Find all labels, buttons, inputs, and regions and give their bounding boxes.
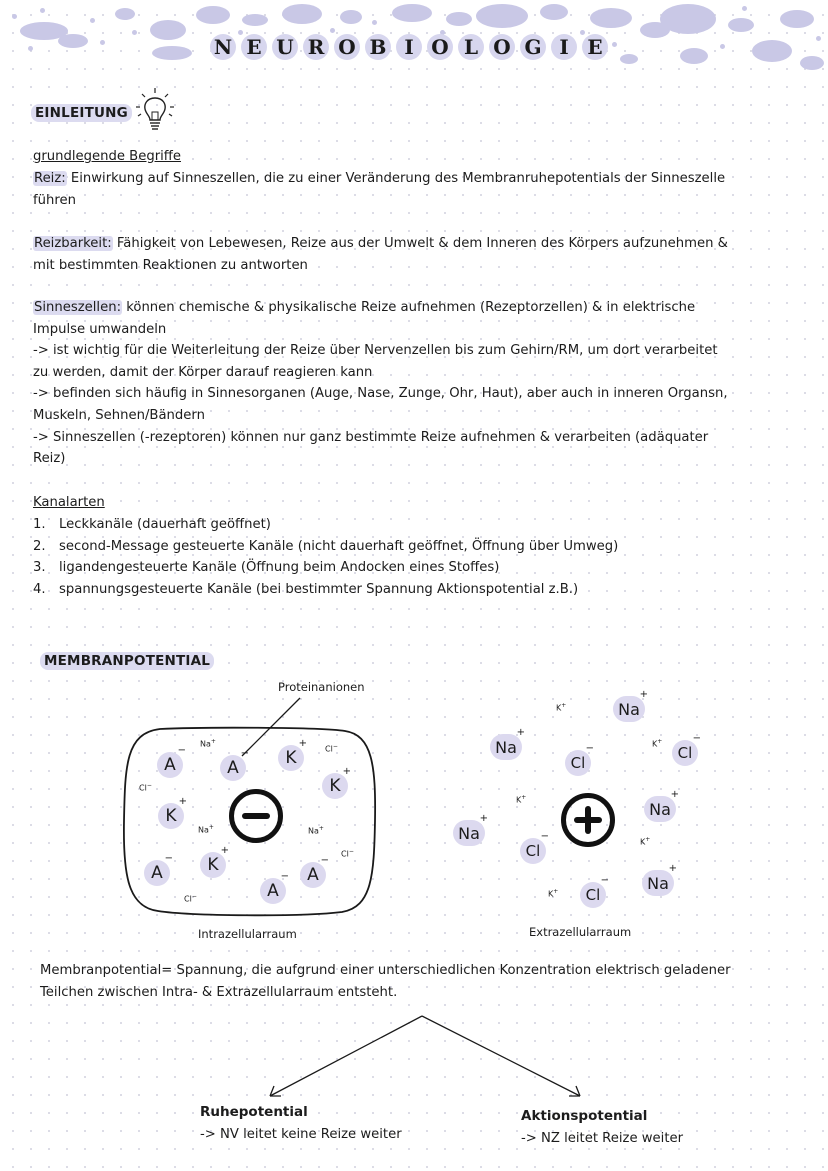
- ion-chloride: Cl −: [565, 750, 591, 776]
- small-sodium: Na+: [308, 825, 324, 836]
- list-number: 1.: [33, 517, 46, 532]
- ion-potassium: K +: [322, 773, 348, 799]
- reizbarkeit-text: Fähigkeit von Lebewesen, Reize aus der Umwelt & dem Inneren des Körpers aufzunehmen &: [112, 236, 728, 251]
- plus-sign-icon: [561, 793, 615, 847]
- sinneszellen-line: Muskeln, Sehnen/Bändern: [33, 407, 205, 423]
- sinneszellen-line: Reiz): [33, 451, 66, 467]
- page-title: [210, 34, 609, 60]
- list-text: ligandengesteuerte Kanäle (Öffnung beim Andocken eines Stoffes): [59, 560, 500, 576]
- reizbarkeit-term: Reizbarkeit:: [34, 236, 112, 251]
- list-text: second-Message gesteuerte Kanäle (nicht dauerhaft geöffnet, Öffnung über Umweg): [59, 538, 619, 554]
- title-letter: I: [396, 34, 422, 60]
- ion-potassium: K +: [200, 852, 226, 878]
- sinneszellen-definition: [33, 297, 823, 470]
- ion-sodium: Na +: [613, 696, 645, 722]
- intracellular-label: Intrazellularraum: [198, 927, 297, 941]
- small-potassium: K+: [516, 794, 527, 805]
- small-potassium: K+: [556, 702, 567, 713]
- small-potassium: K+: [548, 888, 559, 899]
- channels-heading: Kanalarten: [33, 495, 105, 510]
- sinneszellen-term: Sinneszellen:: [34, 300, 122, 315]
- ion-chloride: Cl −: [672, 740, 698, 766]
- ion-sodium: Na +: [642, 870, 674, 896]
- protein-label: Proteinanionen: [278, 680, 365, 694]
- list-number: 4.: [33, 581, 46, 597]
- ion-potassium: K +: [158, 803, 184, 829]
- title-letter: B: [365, 34, 391, 60]
- small-chloride: Cl−: [325, 743, 338, 754]
- channels-list: [33, 514, 823, 600]
- intro-heading: EINLEITUNG: [31, 104, 132, 122]
- title-letter: E: [241, 34, 267, 60]
- list-text: Leckkanäle (dauerhaft geöffnet): [59, 517, 271, 532]
- reiz-text: Einwirkung auf Sinneszellen, die zu einer Veränderung des Membranruhepotentials der Sinneszelle: [66, 171, 726, 186]
- title-letter: O: [489, 34, 515, 60]
- title-letter: N: [210, 34, 236, 60]
- branch-arrows: [250, 1010, 600, 1106]
- reiz-definition: [33, 168, 813, 211]
- list-item: [33, 514, 823, 536]
- title-letter: R: [303, 34, 329, 60]
- title-letter: U: [272, 34, 298, 60]
- ion-chloride: Cl −: [520, 838, 546, 864]
- sinneszellen-line: können chemische & physikalische Reize aufnehmen (Rezeptorzellen) & in elektrische: [122, 300, 696, 315]
- reiz-text-cont: führen: [33, 192, 76, 208]
- title-letter: I: [551, 34, 577, 60]
- membrane-definition: [40, 960, 820, 1003]
- list-item: [33, 557, 823, 579]
- basics-heading: grundlegende Begriffe: [33, 149, 181, 164]
- list-number: 3.: [33, 560, 46, 576]
- definition-line: Membranpotential= Spannung, die aufgrund einer unterschiedlichen Konzentration elektrisch geladener: [40, 963, 731, 978]
- ion-sodium: Na +: [644, 796, 676, 822]
- list-text: spannungsgesteuerte Kanäle (bei bestimmter Spannung Aktionspotential z.B.): [59, 581, 579, 597]
- sinneszellen-line: zu werden, damit der Körper darauf reagieren kann: [33, 364, 373, 380]
- ion-anion: A −: [157, 752, 183, 778]
- minus-sign-icon: [229, 789, 283, 843]
- small-chloride: Cl−: [139, 782, 152, 793]
- small-chloride: Cl−: [184, 893, 197, 904]
- small-sodium: Na+: [198, 824, 214, 835]
- action-potential-title: Aktionspotential: [521, 1108, 648, 1124]
- sinneszellen-line: Impulse umwandeln: [33, 321, 167, 337]
- ion-anion: A −: [220, 755, 246, 781]
- rest-potential-title: Ruhepotential: [200, 1104, 308, 1120]
- membrane-heading: MEMBRANPOTENTIAL: [40, 652, 214, 670]
- ion-anion: A −: [144, 860, 170, 886]
- lightbulb-icon: [134, 86, 176, 134]
- title-letter: O: [334, 34, 360, 60]
- reizbarkeit-text-cont: mit bestimmten Reaktionen zu antworten: [33, 257, 308, 273]
- sinneszellen-line: -> Sinneszellen (-rezeptoren) können nur ganz bestimmte Reize aufnehmen & verarbeiten (adäquater: [33, 429, 709, 445]
- small-chloride: Cl−: [341, 848, 354, 859]
- ion-sodium: Na +: [490, 734, 522, 760]
- small-sodium: Na+: [200, 738, 216, 749]
- list-number: 2.: [33, 538, 46, 554]
- title-letter: O: [427, 34, 453, 60]
- list-item: [33, 579, 823, 601]
- title-letter: L: [458, 34, 484, 60]
- small-potassium: K+: [652, 738, 663, 749]
- title-letter: G: [520, 34, 546, 60]
- definition-line: Teilchen zwischen Intra- & Extrazellularraum entsteht.: [40, 984, 398, 1000]
- ion-chloride: Cl −: [580, 882, 606, 908]
- small-potassium: K+: [640, 836, 651, 847]
- ion-sodium: Na +: [453, 820, 485, 846]
- ion-potassium: K +: [278, 745, 304, 771]
- extracellular-label: Extrazellularraum: [529, 925, 632, 939]
- action-potential-text: -> NZ leitet Reize weiter: [521, 1131, 684, 1146]
- sinneszellen-line: -> ist wichtig für die Weiterleitung der Reize über Nervenzellen bis zum Gehirn/RM, um dort verarbeitet: [33, 343, 718, 359]
- ion-anion: A −: [300, 862, 326, 888]
- rest-potential-text: -> NV leitet keine Reize weiter: [200, 1127, 402, 1142]
- ion-anion: A −: [260, 878, 286, 904]
- list-item: [33, 536, 823, 558]
- title-letter: E: [582, 34, 608, 60]
- reizbarkeit-definition: [33, 233, 813, 276]
- sinneszellen-line: -> befinden sich häufig in Sinnesorganen (Auge, Nase, Zunge, Ohr, Haut), aber auch in inneren Organsn,: [33, 386, 728, 402]
- reiz-term: Reiz:: [34, 171, 66, 186]
